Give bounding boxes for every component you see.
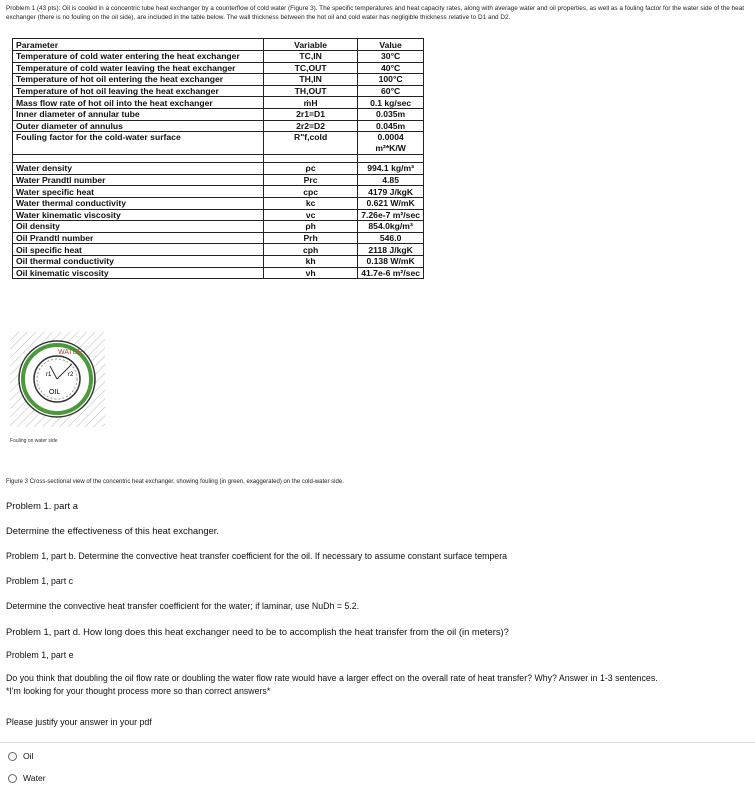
- variable-cell: cph: [263, 244, 357, 256]
- variable-cell: νh: [263, 267, 357, 279]
- table-row: [13, 174, 424, 186]
- value-cell: 0.621 W/mK: [358, 197, 424, 209]
- table-row: [13, 74, 424, 86]
- variable-cell: 2r1=D1: [263, 108, 357, 120]
- value-cell: 2118 J/kgK: [358, 244, 424, 256]
- header-parameter: Parameter: [13, 39, 264, 51]
- value-cell: 4179 J/kgK: [358, 186, 424, 198]
- parameter-cell: Oil specific heat: [13, 244, 264, 256]
- variable-cell: cpc: [263, 186, 357, 198]
- parameter-cell: Temperature of hot oil entering the heat exchanger: [13, 74, 264, 86]
- parameter-cell: Mass flow rate of hot oil into the heat exchanger: [13, 97, 264, 109]
- parameter-cell: Outer diameter of annulus: [13, 120, 264, 132]
- part-e-question: Do you think that doubling the oil flow rate or doubling the water flow rate would have a larger effect on the overall rate of heat transfer? Why? Answer in 1-3 sentences.: [6, 673, 658, 683]
- part-d-question: Problem 1, part d. How long does this heat exchanger need to be to accomplish the heat transfer from the oil (in meters)?: [6, 626, 509, 637]
- table-row: [13, 221, 424, 233]
- option-water[interactable]: [8, 773, 46, 783]
- value-cell: 0.138 W/mK: [358, 255, 424, 267]
- table-row: [13, 108, 424, 120]
- parameter-cell: Oil Prandtl number: [13, 232, 264, 244]
- option-label: Water: [23, 773, 46, 783]
- value-cell: 0.1 kg/sec: [358, 97, 424, 109]
- r1-label: r1: [46, 372, 52, 378]
- table-row: [13, 232, 424, 244]
- table-row: [13, 163, 424, 175]
- parameter-cell: Water density: [13, 163, 264, 175]
- variable-cell: Prc: [263, 174, 357, 186]
- part-e-note: *I'm looking for your thought process more so than correct answers*: [6, 686, 271, 696]
- value-cell: 546.0: [358, 232, 424, 244]
- value-cell: 60°C: [358, 85, 424, 97]
- value-cell: 30°C: [358, 51, 424, 63]
- table-row: [13, 62, 424, 74]
- value-cell: 0.035m: [358, 108, 424, 120]
- value-cell: 40°C: [358, 62, 424, 74]
- variable-cell: R"f,cold: [263, 132, 357, 155]
- value-cell: 41.7e-6 m²/sec: [358, 267, 424, 279]
- table-blank-row: [13, 155, 424, 163]
- part-c-title: Problem 1, part c: [6, 576, 73, 586]
- parameter-cell: Water Prandtl number: [13, 174, 264, 186]
- variable-cell: νc: [263, 209, 357, 221]
- divider: [0, 742, 755, 743]
- part-a-question: Determine the effectiveness of this heat exchanger.: [6, 525, 219, 536]
- variable-cell: TC,IN: [263, 51, 357, 63]
- table-row: [13, 255, 424, 267]
- value-cell: 7.26e-7 m²/sec: [358, 209, 424, 221]
- value-cell: 0.045m: [358, 120, 424, 132]
- value-cell: 100°C: [358, 74, 424, 86]
- oil-radio-button[interactable]: [8, 752, 17, 761]
- table-row: [13, 244, 424, 256]
- option-label: Oil: [23, 751, 34, 761]
- table-row: [13, 197, 424, 209]
- table-row: [13, 97, 424, 109]
- heat-exchanger-cross-section-figure: [10, 332, 105, 447]
- table-row-fouling: [13, 132, 424, 155]
- water-radio-button[interactable]: [8, 774, 17, 783]
- figure-caption: Figure 3 Cross-sectional view of the concentric heat exchanger, showing fouling (in green, exaggerated) on the cold-water side.: [6, 479, 344, 485]
- table-row: [13, 120, 424, 132]
- part-c-question: Determine the convective heat transfer coefficient for the water; if laminar, use NuDh = 5.2.: [6, 601, 360, 611]
- parameter-cell: Oil density: [13, 221, 264, 233]
- variable-cell: 2r2=D2: [263, 120, 357, 132]
- variable-cell: TC,OUT: [263, 62, 357, 74]
- value-cell: 4.85: [358, 174, 424, 186]
- parameter-cell: Oil thermal conductivity: [13, 255, 264, 267]
- oil-label: OIL: [49, 389, 61, 396]
- parameter-cell: Water specific heat: [13, 186, 264, 198]
- parameter-cell: Temperature of cold water entering the heat exchanger: [13, 51, 264, 63]
- variable-cell: TH,OUT: [263, 85, 357, 97]
- option-oil[interactable]: [8, 751, 34, 761]
- r2-label: r2: [68, 372, 74, 378]
- variable-cell: ρc: [263, 163, 357, 175]
- variable-cell: ρh: [263, 221, 357, 233]
- variable-cell: kc: [263, 197, 357, 209]
- table-row: [13, 209, 424, 221]
- part-a-title: Problem 1. part a: [6, 500, 78, 511]
- parameter-cell: Water thermal conductivity: [13, 197, 264, 209]
- part-e-title: Problem 1, part e: [6, 650, 74, 660]
- parameter-cell: Inner diameter of annular tube: [13, 108, 264, 120]
- value-cell: 0.0004 m²*K/W: [358, 132, 424, 155]
- value-cell: 854.0kg/m³: [358, 221, 424, 233]
- fouling-label: Fouling on water side: [10, 438, 58, 444]
- header-value: Value: [358, 39, 424, 51]
- water-label: WATER: [58, 349, 83, 356]
- parameter-cell: Fouling factor for the cold-water surface: [13, 132, 264, 155]
- parameter-cell: Water kinematic viscosity: [13, 209, 264, 221]
- part-b-question: Problem 1, part b. Determine the convective heat transfer coefficient for the oil. If necessary to assume constant surface tempera: [6, 551, 508, 561]
- variable-cell: TH,IN: [263, 74, 357, 86]
- value-cell: 994.1 kg/m³: [358, 163, 424, 175]
- properties-table: [12, 38, 424, 279]
- parameter-cell: Temperature of hot oil leaving the heat exchanger: [13, 85, 264, 97]
- table-row: [13, 267, 424, 279]
- table-row: [13, 51, 424, 63]
- variable-cell: kh: [263, 255, 357, 267]
- table-row: [13, 186, 424, 198]
- header-variable: Variable: [263, 39, 357, 51]
- table-header-row: [13, 39, 424, 51]
- variable-cell: Prh: [263, 232, 357, 244]
- variable-cell: ṁH: [263, 97, 357, 109]
- problem-intro: Problem 1 (43 pts): Oil is cooled in a concentric tube heat exchanger by a counterflow of cold water (Figure 3). The specific temperatures and heat capacity rates, along with average water and oil properties, as well as a fouling factor for the water side of the heat exchanger (there is no fouling on the oil side), are included in the table below. The wall thickness between the hot oil and cold water has negligible thickness relative to D1 and D2.: [6, 5, 745, 21]
- parameter-cell: Temperature of cold water leaving the heat exchanger: [13, 62, 264, 74]
- table-row: [13, 85, 424, 97]
- parameter-cell: Oil kinematic viscosity: [13, 267, 264, 279]
- justify-instruction: Please justify your answer in your pdf: [6, 717, 152, 727]
